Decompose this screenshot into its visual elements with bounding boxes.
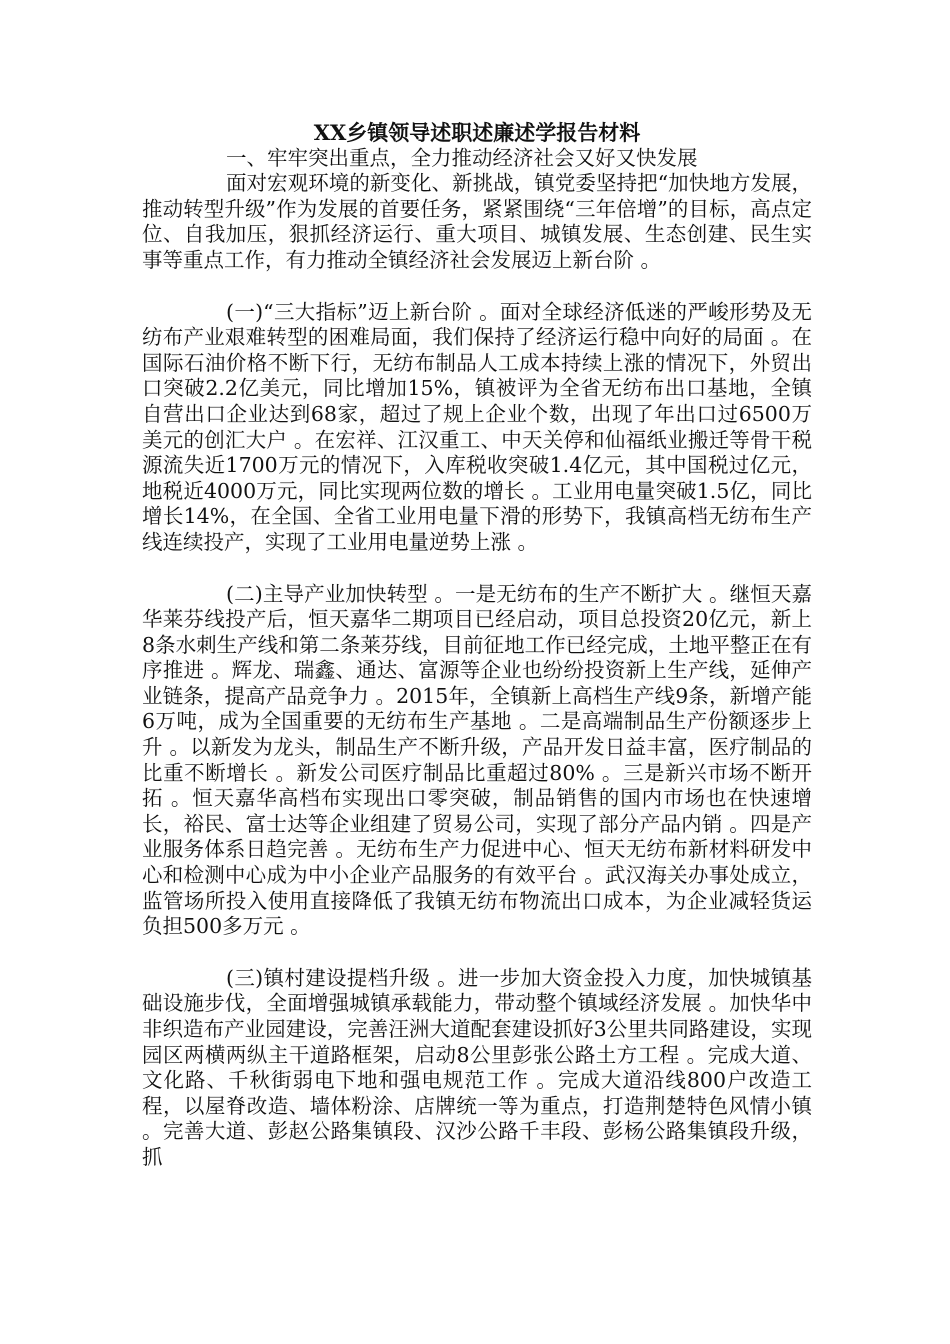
section-heading: 一、牢牢突出重点，全力推动经济社会又好又快发展: [226, 145, 698, 170]
paragraph-leading-industry: (二)主导产业加快转型 。一是无纺布的生产不断扩大 。继恒天嘉华莱芬线投产后，恒天嘉华二期项目已经启动，项目总投资20亿元，新上8条水刺生产线和第二条莱芬线，目前征地工作已经完成，土地平整正在有序推进 。辉龙、瑞鑫、通达、富源等企业也纷纷投资新上生产线，延伸产业链条，提高产品竞争力 。2015年，全镇新上高档生产线9条，新增产能6万吨，成为全国重要的无纺布生产基地 。二是高端制品生产份额逐步上升 。以新发为龙头，制品生产不断升级，产品开发日益丰富，医疗制品的比重不断增长 。新发公司医疗制品比重超过80% 。三是新兴市场不断开拓 。恒天嘉华高档布实现出口零突破，制品销售的国内市场也在快速增长，裕民、富士达等企业组建了贸易公司，实现了部分产品内销 。四是产业服务体系日趋完善 。无纺布生产力促进中心、恒天无纺布新材料研发中心和检测中心成为中小企业产品服务的有效平台 。武汉海关办事处成立，监管场所投入使用直接降低了我镇无纺布物流出口成本，为企业减轻货运负担500多万元 。: [142, 581, 812, 939]
paragraph-gap: [142, 274, 812, 300]
paragraph-three-indicators: (一)“三大指标”迈上新台阶 。面对全球经济低迷的严峻形势及无纺布产业艰难转型的困难局面，我们保持了经济运行稳中向好的局面 。在国际石油价格不断下行，无纺布制品人工成本持续上涨的情况下，外贸出口突破2.2亿美元，同比增加15%，镇被评为全省无纺布出口基地，全镇自营出口企业达到68家，超过了规上企业个数，出现了年出口过6500万美元的创汇大户 。在宏祥、江汉重工、中天关停和仙福纸业搬迁等骨干税源流失近1700万元的情况下，入库税收突破1.4亿元，其中国税过亿元，地税近4000万元，同比实现两位数的增长 。工业用电量突破1.5亿，同比增长14%，在全国、全省工业用电量下滑的形势下，我镇高档无纺布生产线连续投产，实现了工业用电量逆势上涨 。: [142, 299, 812, 554]
document-page: [142, 120, 812, 1171]
paragraph-town-construction: (三)镇村建设提档升级 。进一步加大资金投入力度，加快城镇基础设施步伐，全面增强城镇承载能力，带动整个镇域经济发展 。加快华中非织造布产业园建设，完善汪洲大道配套建设抓好3公里共同路建设，实现园区两横两纵主干道路框架，启动8公里彭张公路土方工程 。完成大道、文化路、千秋街弱电下地和强电规范工作 。完成大道沿线800户改造工程，以屋脊改造、墙体粉涂、店牌统一等为重点，打造荆楚特色风情小镇 。完善大道、彭赵公路集镇段、汉沙公路千丰段、彭杨公路集镇段升级，抓: [142, 965, 812, 1169]
paragraph-intro: 面对宏观环境的新变化、新挑战，镇党委坚持把“加快地方发展，推动转型升级”作为发展的首要任务，紧紧围绕“三年倍增”的目标，高点定位、自我加压，狠抓经济运行、重大项目、城镇发展、生态创建、民生实事等重点工作，有力推动全镇经济社会发展迈上新台阶 。: [142, 171, 812, 272]
paragraph-gap: [142, 556, 812, 582]
paragraph-gap: [142, 940, 812, 966]
document-title: XX乡镇领导述职述廉述学报告材料: [313, 120, 641, 145]
